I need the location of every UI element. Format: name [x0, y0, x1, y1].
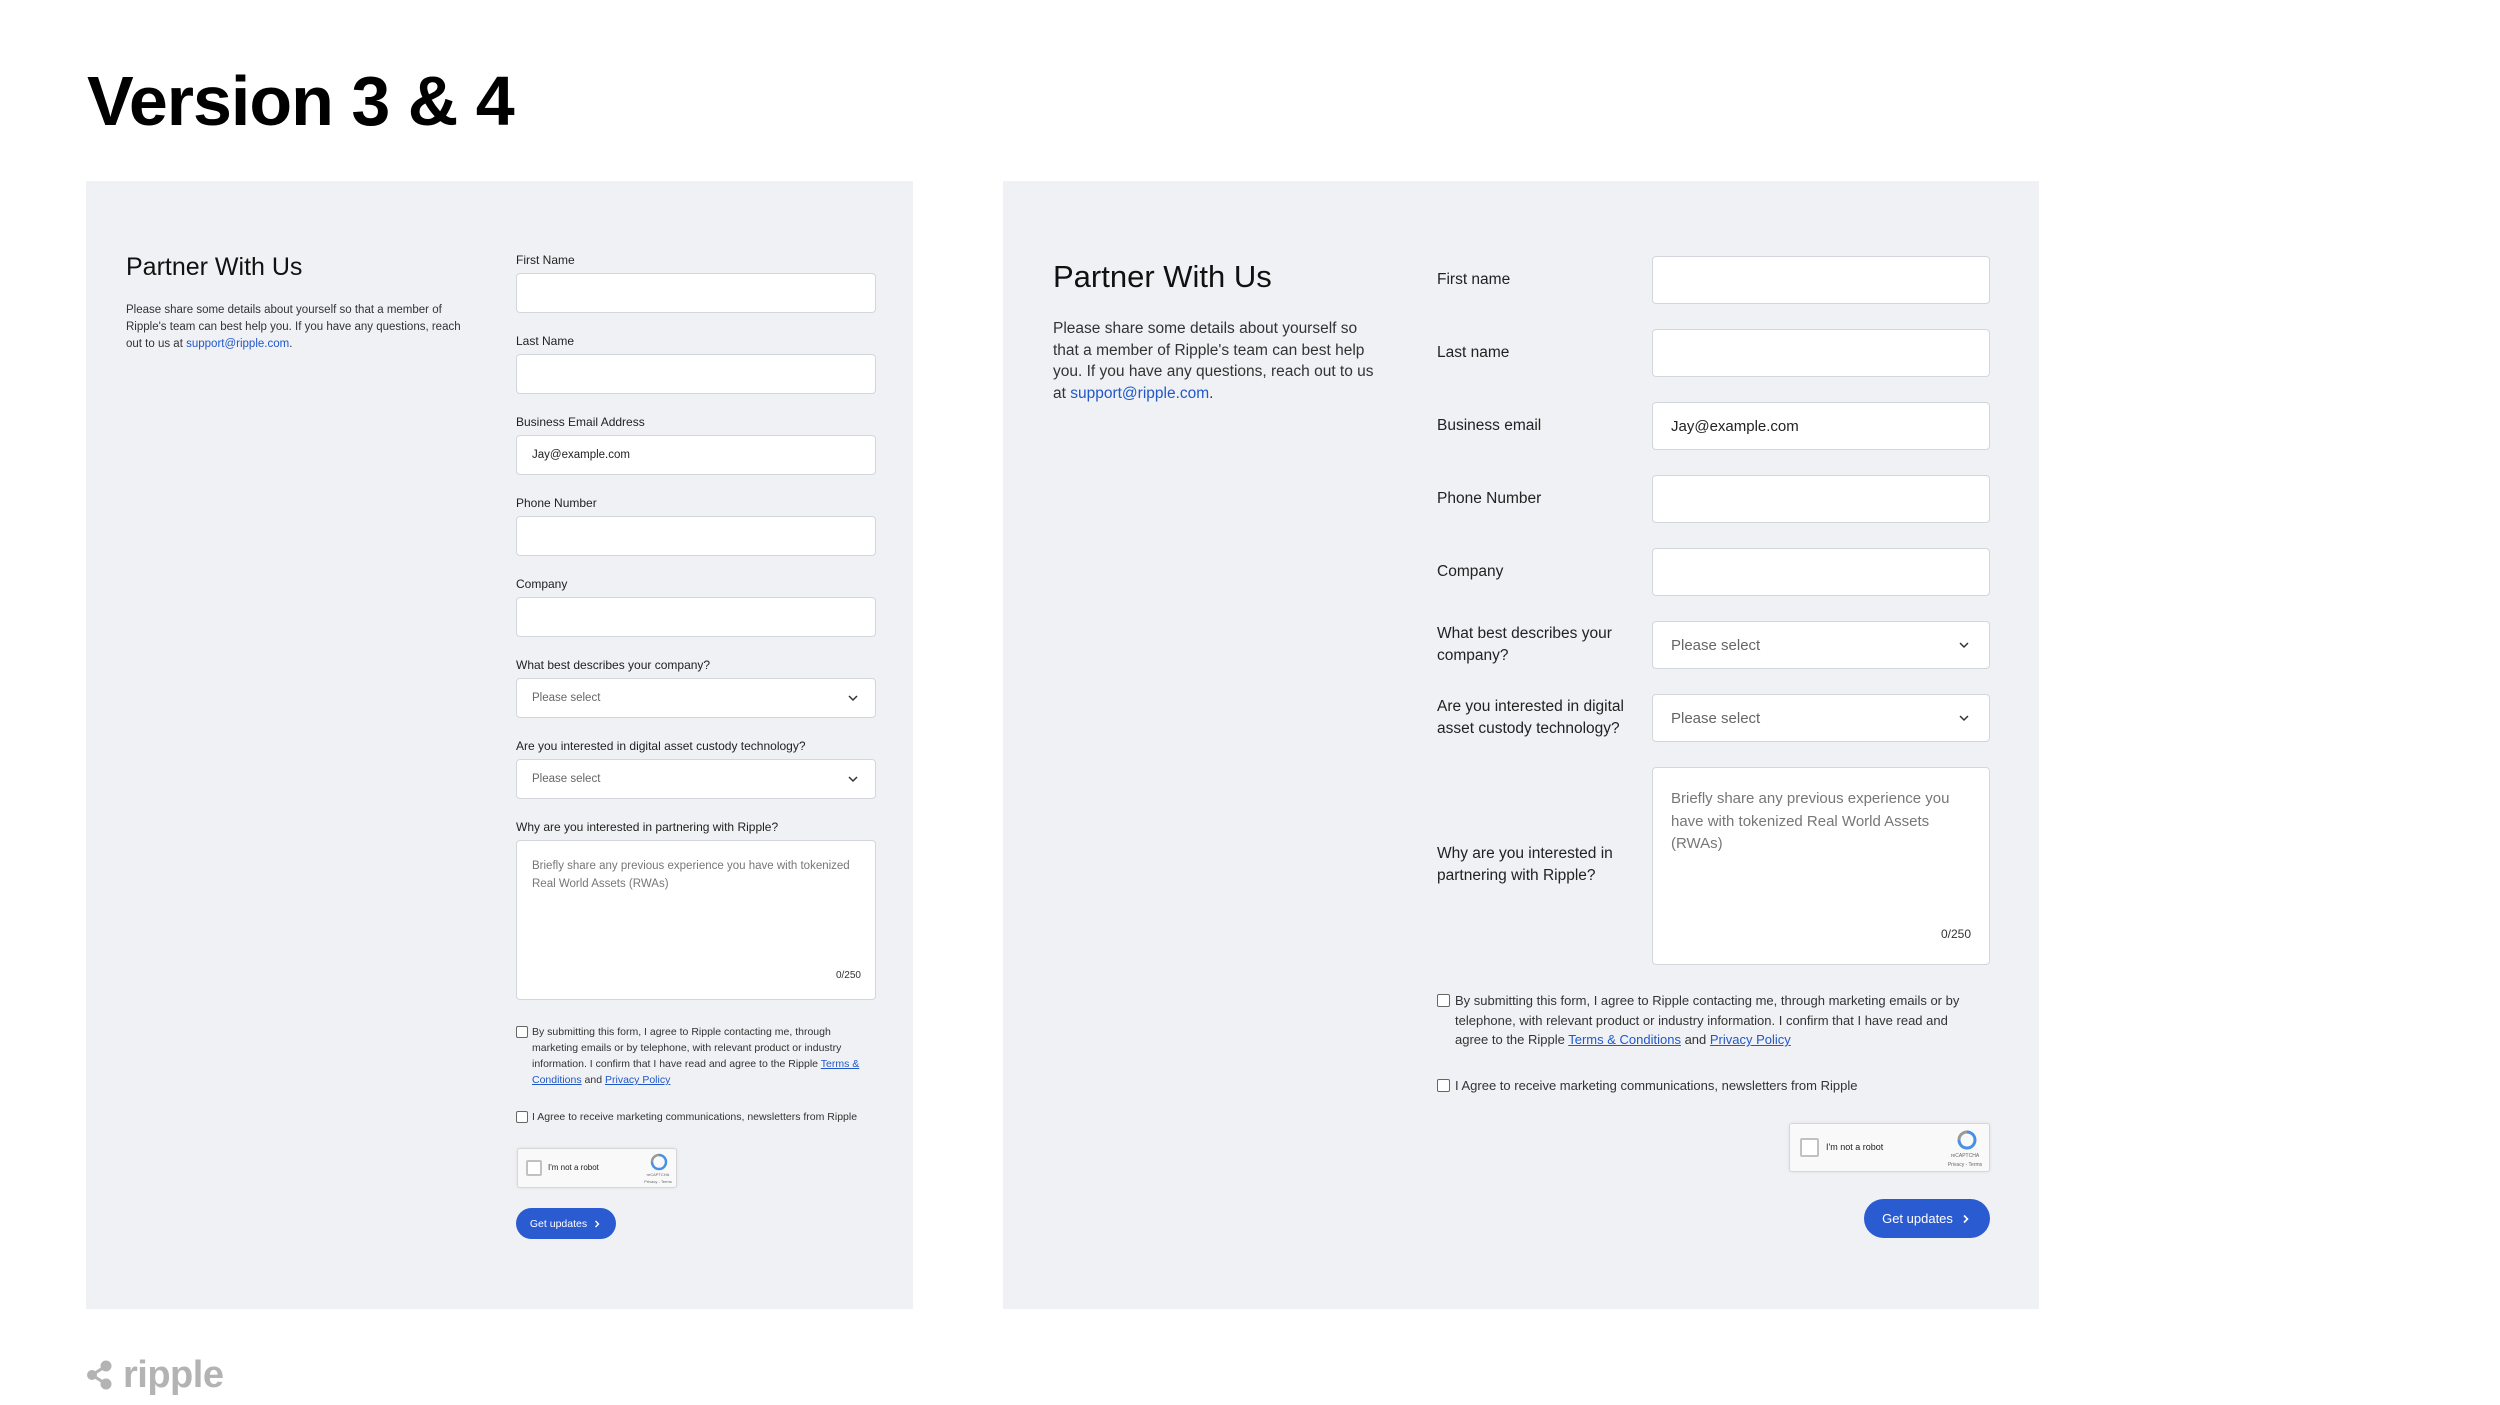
- describe-label: What best describes your company?: [516, 658, 711, 672]
- why-group: [1437, 767, 2012, 965]
- page-title: Version 3 & 4: [87, 62, 514, 140]
- marketing-row: [1437, 1076, 1982, 1096]
- chevron-down-icon: [1957, 638, 1971, 652]
- description-text: Please share some details about yourself so that a member of Ripple's team can best help you. If you have any questions, reach out to us at: [126, 304, 461, 350]
- character-counter: 0/250: [835, 970, 861, 981]
- email-label: Business Email Address: [516, 415, 645, 429]
- terms-link[interactable]: Terms & Conditions: [532, 1058, 860, 1086]
- privacy-link[interactable]: Privacy Policy: [604, 1074, 671, 1086]
- custody-select[interactable]: [1652, 694, 1990, 742]
- phone-input[interactable]: [516, 516, 876, 556]
- last-name-group: [1437, 329, 2012, 377]
- company-group: [1437, 548, 2012, 596]
- describe-select-value: Please select: [1671, 636, 1761, 654]
- description-end: .: [289, 338, 293, 350]
- first-name-group: [1437, 256, 2012, 304]
- email-group: [1437, 402, 2012, 450]
- describe-label: What best describes your company?: [1437, 625, 1612, 664]
- consent-and: and: [1680, 1032, 1710, 1047]
- company-label: Company: [1437, 563, 1504, 580]
- chevron-right-icon: [592, 1219, 602, 1229]
- recaptcha-links[interactable]: Privacy - Terms: [644, 1179, 672, 1184]
- recaptcha-logo-icon: [650, 1153, 668, 1171]
- marketing-checkbox[interactable]: [516, 1111, 528, 1123]
- marketing-text: I Agree to receive marketing communications, newsletters from Ripple: [1455, 1078, 1858, 1093]
- recaptcha-widget: [1789, 1123, 1990, 1172]
- marketing-text: I Agree to receive marketing communications, newsletters from Ripple: [532, 1111, 858, 1123]
- ripple-logo-icon: [86, 1359, 118, 1391]
- first-name-input[interactable]: [1652, 256, 1990, 304]
- describe-group: [516, 657, 876, 718]
- describe-select-value: Please select: [532, 692, 601, 704]
- custody-label: Are you interested in digital asset custody technology?: [516, 739, 806, 753]
- consent-checkbox[interactable]: [516, 1026, 528, 1038]
- custody-select[interactable]: [516, 759, 876, 799]
- recaptcha-brand: reCAPTCHA: [646, 1172, 670, 1177]
- recaptcha-links[interactable]: Privacy - Terms: [1947, 1162, 1983, 1168]
- privacy-link[interactable]: Privacy Policy: [1709, 1032, 1791, 1047]
- consent-row: [516, 1024, 876, 1088]
- support-email-link[interactable]: support@ripple.com: [186, 338, 290, 350]
- form-panel-version-4: [1003, 181, 2039, 1309]
- first-name-group: [516, 252, 876, 313]
- phone-input[interactable]: [1652, 475, 1990, 523]
- company-label: Company: [516, 577, 568, 591]
- description-end: .: [1209, 384, 1214, 402]
- custody-group: [1437, 694, 2012, 742]
- marketing-row: [516, 1109, 896, 1125]
- form-heading: Partner With Us: [1053, 259, 1272, 294]
- chevron-down-icon: [846, 691, 860, 705]
- form-heading: Partner With Us: [126, 253, 303, 281]
- why-label: Why are you interested in partnering with Ripple?: [516, 820, 779, 834]
- phone-group: [1437, 475, 2012, 523]
- custody-label: Are you interested in digital asset custody technology?: [1437, 698, 1624, 737]
- email-group: [516, 414, 876, 475]
- consent-text-body: By submitting this form, I agree to Ripple contacting me, through marketing emails or by telephone, with relevant product or industry information. I confirm that I have read and agree to the Ripple: [532, 1026, 842, 1070]
- describe-select[interactable]: [516, 678, 876, 718]
- company-input[interactable]: [1652, 548, 1990, 596]
- ripple-logo-text: ripple: [123, 1354, 224, 1396]
- why-textarea[interactable]: [1652, 767, 1990, 965]
- first-name-label: First name: [1437, 271, 1511, 288]
- why-label: Why are you interested in partnering with Ripple?: [1437, 845, 1613, 884]
- marketing-checkbox[interactable]: [1437, 1079, 1450, 1092]
- why-placeholder: Briefly share any previous experience you have with tokenized Real World Assets (RWAs): [1671, 790, 1950, 852]
- why-placeholder: Briefly share any previous experience you have with tokenized Real World Assets (RWAs): [532, 860, 850, 890]
- chevron-right-icon: [1960, 1213, 1972, 1225]
- consent-text: [532, 1024, 876, 1088]
- last-name-input[interactable]: [1652, 329, 1990, 377]
- phone-label: Phone Number: [1437, 490, 1542, 507]
- terms-link[interactable]: Terms & Conditions: [1568, 1032, 1681, 1047]
- recaptcha-widget: [517, 1148, 677, 1188]
- recaptcha-logo-icon: [1956, 1129, 1978, 1151]
- phone-label: Phone Number: [516, 496, 597, 510]
- first-name-label: First Name: [516, 253, 575, 267]
- character-counter: 0/250: [1940, 926, 1971, 941]
- consent-row: [1437, 991, 1982, 1050]
- describe-select[interactable]: [1652, 621, 1990, 669]
- chevron-down-icon: [1957, 711, 1971, 725]
- last-name-label: Last name: [1437, 344, 1510, 361]
- consent-and: and: [581, 1074, 605, 1086]
- consent-text: [1455, 991, 1982, 1050]
- recaptcha-checkbox[interactable]: [526, 1160, 542, 1176]
- email-input[interactable]: Jay@example.com: [516, 435, 876, 475]
- consent-checkbox[interactable]: [1437, 994, 1450, 1007]
- consent-text-body: By submitting this form, I agree to Ripple contacting me, through marketing emails or by telephone, with relevant product or industry information. I confirm that I have read and agree to the Ripple: [1455, 993, 1960, 1047]
- recaptcha-brand: reCAPTCHA: [1950, 1153, 1980, 1159]
- custody-select-value: Please select: [1671, 709, 1761, 727]
- last-name-group: [516, 333, 876, 394]
- phone-group: [516, 495, 876, 556]
- recaptcha-checkbox[interactable]: [1800, 1138, 1819, 1157]
- custody-group: [516, 738, 876, 799]
- get-updates-button[interactable]: [1864, 1199, 1990, 1238]
- recaptcha-label: I'm not a robot: [548, 1163, 599, 1172]
- form-description: [126, 302, 466, 353]
- ripple-logo: [86, 1356, 223, 1394]
- support-email-link[interactable]: support@ripple.com: [1070, 384, 1210, 402]
- last-name-label: Last Name: [516, 334, 575, 348]
- form-description: [1053, 318, 1383, 404]
- company-input[interactable]: [516, 597, 876, 637]
- recaptcha-label: I'm not a robot: [1826, 1142, 1884, 1152]
- form-panel-version-3: [86, 181, 913, 1309]
- company-group: [516, 576, 876, 637]
- describe-group: [1437, 621, 2012, 669]
- chevron-down-icon: [846, 772, 860, 786]
- why-textarea[interactable]: [516, 840, 876, 1000]
- last-name-input[interactable]: [516, 354, 876, 394]
- email-label: Business email: [1437, 417, 1542, 434]
- first-name-input[interactable]: [516, 273, 876, 313]
- get-updates-label: Get updates: [1882, 1211, 1953, 1226]
- description-text: Please share some details about yourself so that a member of Ripple's team can best help you. If you have any questions, reach out to us at: [1053, 320, 1374, 402]
- custody-select-value: Please select: [532, 773, 601, 785]
- get-updates-label: Get updates: [529, 1217, 588, 1230]
- get-updates-button[interactable]: [516, 1208, 616, 1239]
- why-group: [516, 819, 876, 1000]
- email-input[interactable]: Jay@example.com: [1652, 402, 1990, 450]
